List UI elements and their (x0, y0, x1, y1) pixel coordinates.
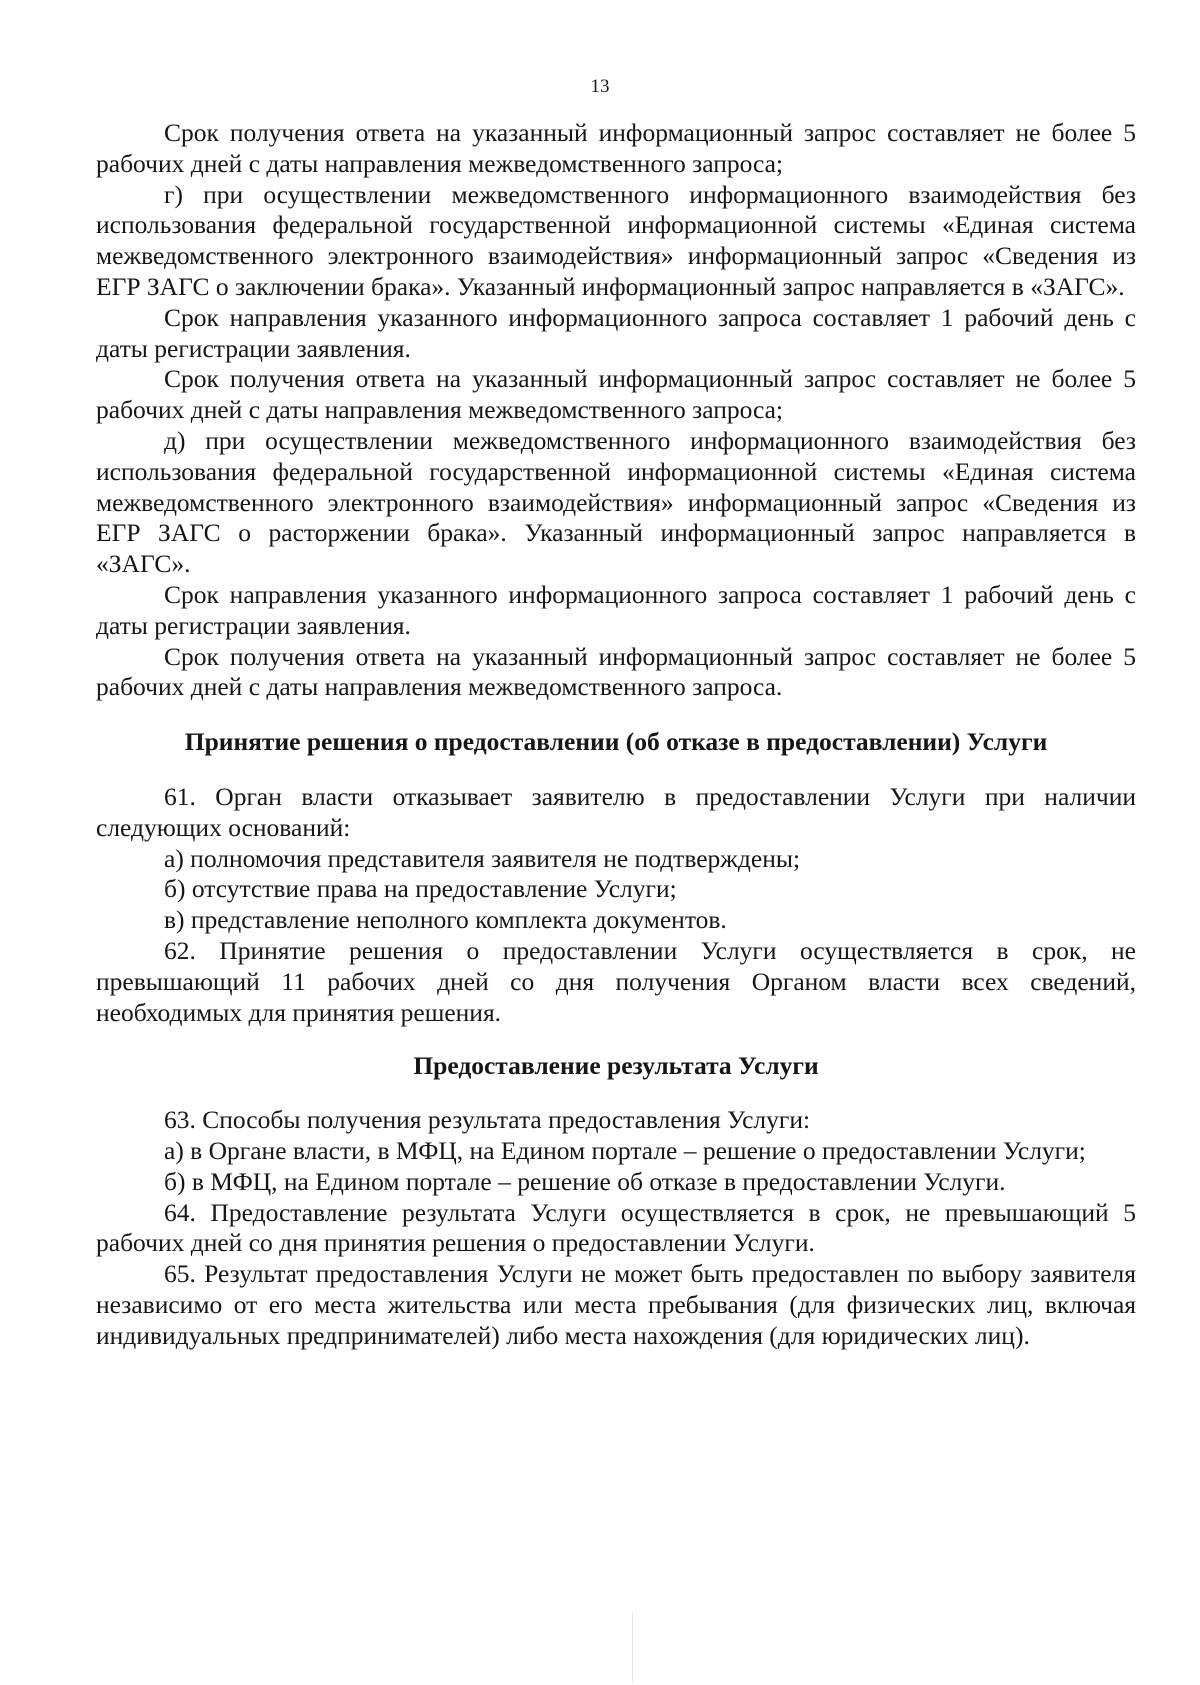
page-number: 13 (590, 76, 610, 97)
paragraph-item-d: д) при осуществлении межведомственного информационного взаимодействия без использования федеральной государственной информационной системы «Единая система межведомственного электронного взаимодействия» информационный запрос «Сведения из ЕГР ЗАГС о расторжении брака». Указанный информационный запрос направляется в «ЗАГС». (96, 425, 1136, 579)
scan-artifact (632, 1612, 633, 1682)
list-item: а) в Органе власти, в МФЦ, на Едином портале – решение о предоставлении Услуги; (164, 1135, 1086, 1165)
section-heading-result: Предоставление результата Услуги (413, 1051, 819, 1081)
paragraph: Срок получения ответа на указанный информационный запрос составляет не более 5 рабочих дней с даты направления межведомственного запроса. (96, 641, 1136, 702)
section-heading-decision: Принятие решения о предоставлении (об отказе в предоставлении) Услуги (184, 727, 1048, 757)
paragraph-64: 64. Предоставление результата Услуги осуществляется в срок, не превышающий 5 рабочих дней со дня принятия решения о предоставлении Услуги. (96, 1197, 1136, 1258)
list-item: а) полномочия представителя заявителя не подтверждены; (164, 843, 801, 873)
list-item: в) представление неполного комплекта документов. (164, 905, 727, 935)
paragraph-61: 61. Орган власти отказывает заявителю в предоставлении Услуги при наличии следующих оснований: (96, 781, 1136, 842)
paragraph: Срок получения ответа на указанный информационный запрос составляет не более 5 рабочих дней с даты направления межведомственного запроса; (96, 118, 1136, 178)
paragraph: Срок направления указанного информационного запроса составляет 1 рабочий день с даты регистрации заявления. (96, 579, 1136, 640)
list-item: б) отсутствие права на предоставление Услуги; (164, 874, 677, 904)
paragraph: Срок направления указанного информационного запроса составляет 1 рабочий день с даты регистрации заявления. (96, 302, 1136, 363)
list-item: б) в МФЦ, на Едином портале – решение об отказе в предоставлении Услуги. (164, 1166, 1006, 1196)
paragraph-63: 63. Способы получения результата предоставления Услуги: (164, 1105, 811, 1135)
paragraph-item-g: г) при осуществлении межведомственного информационного взаимодействия без использования федеральной государственной информационной системы «Единая система межведомственного электронного взаимодействия» информационный запрос «Сведения из ЕГР ЗАГС о заключении брака». Указанный информационный запрос направляется в «ЗАГС». (96, 179, 1136, 301)
document-body (96, 118, 1136, 1351)
paragraph-65: 65. Результат предоставления Услуги не может быть предоставлен по выбору заявителя независимо от его места жительства или места пребывания (для физических лиц, включая индивидуальных предпринимателей) либо места нахождения (для юридических лиц). (96, 1259, 1136, 1350)
paragraph: Срок получения ответа на указанный информационный запрос составляет не более 5 рабочих дней с даты направления межведомственного запроса; (96, 364, 1136, 425)
paragraph-62: 62. Принятие решения о предоставлении Услуги осуществляется в срок, не превышающий 11 рабочих дней со дня получения Органом власти всех сведений, необходимых для принятия решения. (96, 935, 1136, 1027)
